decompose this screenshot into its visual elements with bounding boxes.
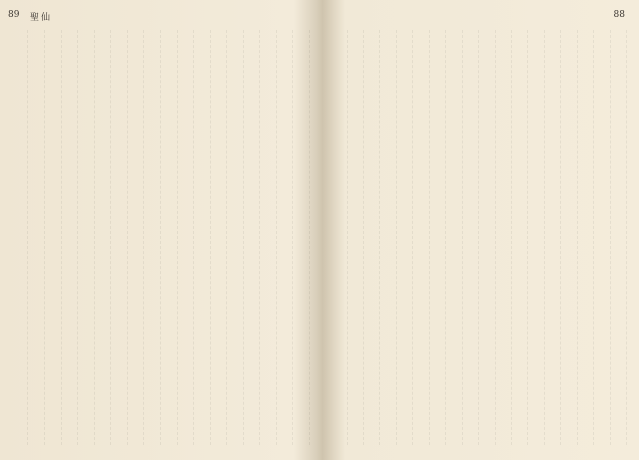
text-column — [78, 30, 95, 445]
right-body-text — [331, 30, 627, 445]
text-column — [545, 30, 561, 445]
text-column — [45, 30, 62, 445]
text-column — [277, 30, 294, 445]
text-column — [512, 30, 528, 445]
text-column — [463, 30, 479, 445]
text-column — [380, 30, 396, 445]
text-column — [95, 30, 112, 445]
text-column — [397, 30, 413, 445]
text-column — [28, 30, 45, 445]
text-column — [561, 30, 577, 445]
text-column — [227, 30, 244, 445]
text-column — [161, 30, 178, 445]
page-number: 88 — [613, 10, 625, 20]
text-column — [496, 30, 512, 445]
text-column — [479, 30, 495, 445]
text-column — [178, 30, 195, 445]
text-column — [611, 30, 627, 445]
page-number: 89 — [8, 10, 20, 20]
text-column — [578, 30, 594, 445]
left-page — [0, 0, 316, 460]
text-column — [211, 30, 228, 445]
text-column — [260, 30, 277, 445]
text-column — [528, 30, 544, 445]
text-column — [128, 30, 145, 445]
text-column — [331, 30, 347, 445]
text-column — [244, 30, 261, 445]
text-column — [194, 30, 211, 445]
text-column — [594, 30, 610, 445]
text-column — [62, 30, 79, 445]
right-page — [323, 0, 639, 460]
text-column — [413, 30, 429, 445]
text-column — [111, 30, 128, 445]
text-column — [12, 30, 29, 445]
text-column — [144, 30, 161, 445]
running-head: 聖仙 — [30, 13, 53, 23]
text-column — [446, 30, 462, 445]
text-column — [348, 30, 364, 445]
text-column — [293, 30, 310, 445]
text-column — [364, 30, 380, 445]
left-body-text — [12, 30, 310, 445]
text-column — [430, 30, 446, 445]
